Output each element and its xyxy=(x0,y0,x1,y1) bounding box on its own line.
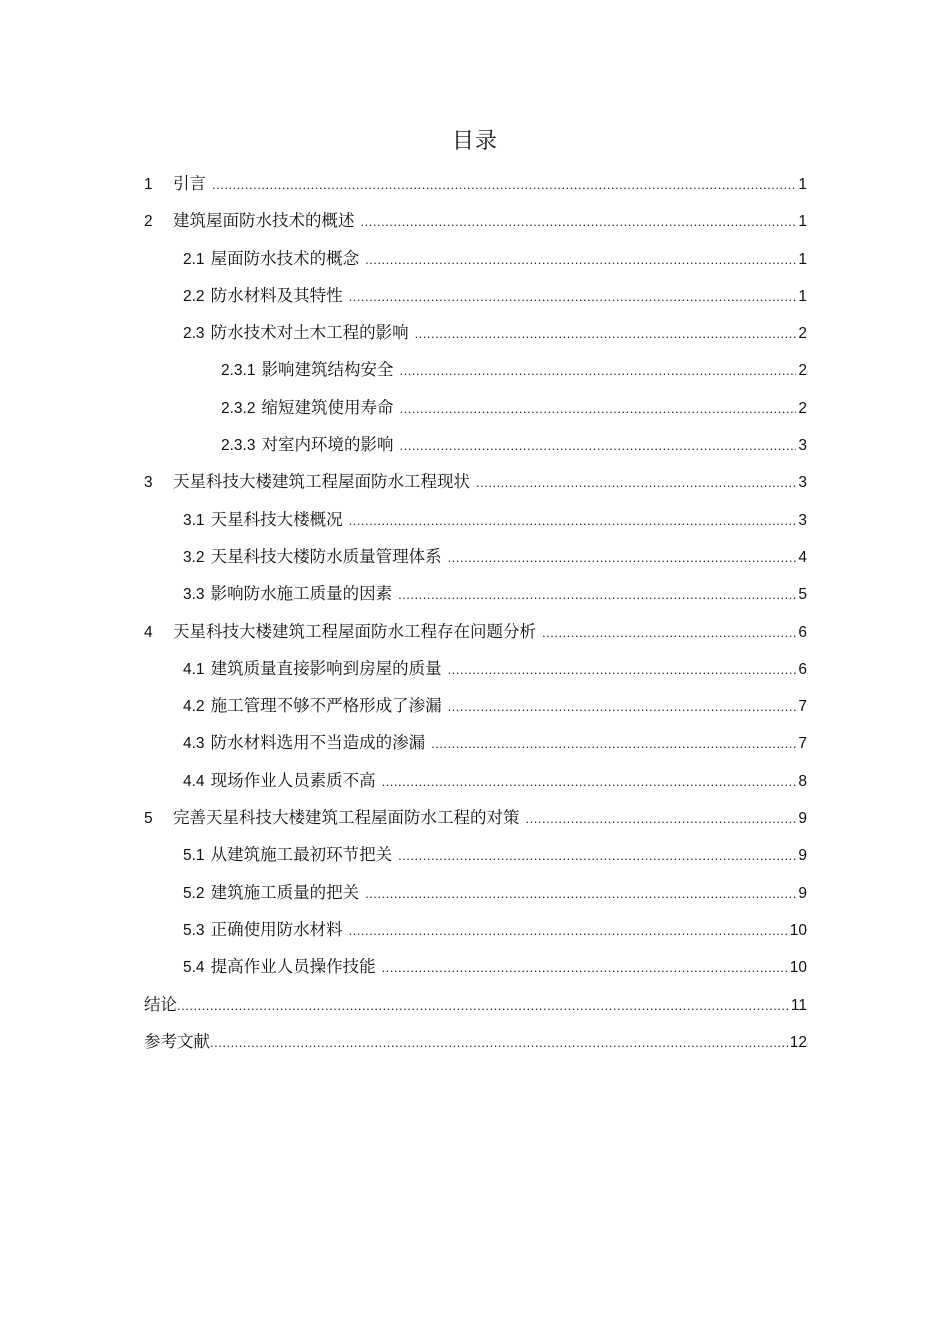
toc-dot-leader xyxy=(399,352,796,389)
toc-entry-title: 引言 xyxy=(173,174,206,193)
toc-entry[interactable] xyxy=(144,986,807,1023)
toc-page-number: 3 xyxy=(798,474,807,492)
toc-page-number: 1 xyxy=(798,176,807,193)
toc-dot-leader xyxy=(349,912,788,949)
toc-entry[interactable] xyxy=(144,799,807,836)
toc-entry-number: 4.4 xyxy=(183,772,205,790)
toc-entry-number: 2.1 xyxy=(183,250,205,268)
toc-entry[interactable] xyxy=(144,575,807,612)
toc-dot-leader xyxy=(399,390,796,427)
toc-entry-number: 2.2 xyxy=(183,287,205,305)
toc-entry[interactable] xyxy=(144,426,807,463)
toc-page-number: 7 xyxy=(798,735,807,753)
toc-entry-title: 天星科技大楼防水质量管理体系 xyxy=(210,546,442,566)
toc-dot-leader xyxy=(382,763,797,800)
toc-title: 目录 xyxy=(451,129,498,154)
toc-entry[interactable] xyxy=(144,538,807,575)
toc-dot-leader xyxy=(361,203,797,240)
toc-entry-title: 影响防水施工质量的因素 xyxy=(210,584,393,604)
toc-entry-title: 建筑施工质量的把关 xyxy=(210,882,360,902)
toc-entry[interactable] xyxy=(144,724,807,761)
toc-entry[interactable] xyxy=(144,874,807,911)
toc-entry[interactable] xyxy=(144,277,807,314)
toc-page-number: 4 xyxy=(798,548,807,566)
toc-dot-leader xyxy=(349,502,797,539)
toc-page-number: 9 xyxy=(798,810,807,828)
toc-entry[interactable] xyxy=(144,314,807,351)
toc-entry-number: 4.3 xyxy=(183,735,205,753)
toc-entry[interactable] xyxy=(144,687,807,724)
toc-entry[interactable] xyxy=(144,911,807,948)
toc-entry[interactable] xyxy=(144,836,807,873)
toc-dot-leader xyxy=(177,987,789,1024)
toc-dot-leader xyxy=(415,315,797,352)
toc-page-number: 6 xyxy=(798,660,807,678)
toc-entry-number: 1 xyxy=(144,176,153,193)
toc-page-number: 9 xyxy=(798,884,807,902)
toc-dot-leader xyxy=(365,241,796,278)
toc-dot-leader xyxy=(448,539,797,576)
toc-entry[interactable] xyxy=(144,501,807,538)
toc-entry-title: 防水材料及其特性 xyxy=(210,285,343,305)
toc-entry-title: 防水材料选用不当造成的渗漏 xyxy=(210,733,426,753)
toc-page-number: 2 xyxy=(798,399,807,417)
toc-entry-number: 2.3.3 xyxy=(221,437,256,455)
toc-entry[interactable] xyxy=(144,389,807,426)
toc-dot-leader xyxy=(210,1024,788,1061)
toc-page-number: 10 xyxy=(789,959,807,977)
toc-entry-number: 5.4 xyxy=(183,959,205,977)
toc-entry-number: 5 xyxy=(144,810,153,828)
toc-page-number: 3 xyxy=(798,511,807,529)
toc-dot-leader xyxy=(398,837,796,874)
toc-entry-number: 5.1 xyxy=(183,847,205,865)
toc-page-number: 1 xyxy=(798,213,807,231)
toc-dot-leader xyxy=(212,166,796,203)
toc-page-number: 5 xyxy=(798,586,807,604)
toc-page-number: 3 xyxy=(798,437,807,455)
toc-dot-leader xyxy=(431,725,796,762)
toc-entry[interactable] xyxy=(144,240,807,277)
toc-entry-title: 施工管理不够不严格形成了渗漏 xyxy=(210,696,442,716)
toc-entry-number: 4.1 xyxy=(183,660,205,678)
toc-dot-leader xyxy=(526,800,797,837)
toc-entry-number: 2 xyxy=(144,213,153,231)
toc-dot-leader xyxy=(349,278,797,315)
toc-entry-number: 3.2 xyxy=(183,548,205,566)
toc-page-number: 8 xyxy=(798,772,807,790)
toc-entry[interactable] xyxy=(144,165,807,202)
toc-dot-leader xyxy=(382,949,788,986)
toc-page-number: 1 xyxy=(798,287,807,305)
toc-dot-leader xyxy=(542,614,796,651)
toc-entry-number: 3.1 xyxy=(183,511,205,529)
toc-entry-title: 屋面防水技术的概念 xyxy=(210,248,360,268)
toc-entry-number: 5.2 xyxy=(183,884,205,902)
toc-entry-title: 结论 xyxy=(144,994,177,1014)
toc-entry[interactable] xyxy=(144,1023,807,1060)
toc-page-number: 6 xyxy=(798,623,807,641)
toc-entry-title: 影响建筑结构安全 xyxy=(261,360,394,380)
toc-entry-title: 防水技术对土木工程的影响 xyxy=(210,323,409,343)
toc-page-number: 7 xyxy=(798,698,807,716)
toc-dot-leader xyxy=(399,427,796,464)
toc-page-number: 9 xyxy=(798,847,807,865)
table-of-contents xyxy=(144,165,807,1060)
toc-entry-number: 3 xyxy=(144,474,153,492)
toc-entry-title: 对室内环境的影响 xyxy=(261,435,394,455)
toc-entry-number: 5.3 xyxy=(183,921,205,939)
toc-entry[interactable] xyxy=(144,948,807,985)
toc-dot-leader xyxy=(448,651,797,688)
toc-entry-number: 2.3 xyxy=(183,325,205,343)
toc-entry[interactable] xyxy=(144,463,807,500)
toc-entry-number: 4.2 xyxy=(183,698,205,716)
toc-entry-title: 缩短建筑使用寿命 xyxy=(261,397,394,417)
toc-entry[interactable] xyxy=(144,762,807,799)
toc-page-number: 2 xyxy=(798,325,807,343)
toc-entry-title: 建筑质量直接影响到房屋的质量 xyxy=(210,658,442,678)
toc-entry-title: 天星科技大楼建筑工程屋面防水工程存在问题分析 xyxy=(173,621,536,641)
toc-entry[interactable] xyxy=(144,613,807,650)
toc-entry-title: 正确使用防水材料 xyxy=(210,919,343,939)
toc-entry-title: 完善天星科技大楼建筑工程屋面防水工程的对策 xyxy=(173,808,520,828)
toc-entry-title: 提高作业人员操作技能 xyxy=(210,957,376,977)
toc-page-number: 1 xyxy=(798,250,807,268)
toc-page-number: 10 xyxy=(789,921,807,939)
toc-entry[interactable] xyxy=(144,351,807,388)
toc-dot-leader xyxy=(448,688,797,725)
toc-entry[interactable] xyxy=(144,650,807,687)
toc-dot-leader xyxy=(398,576,796,613)
toc-entry-number: 2.3.2 xyxy=(221,399,256,417)
toc-page-number: 11 xyxy=(790,996,807,1014)
toc-entry[interactable] xyxy=(144,202,807,239)
toc-entry-title: 天星科技大楼建筑工程屋面防水工程现状 xyxy=(173,472,470,492)
toc-entry-title: 天星科技大楼概况 xyxy=(210,509,343,529)
toc-entry-title: 建筑屋面防水技术的概述 xyxy=(173,211,355,231)
toc-dot-leader xyxy=(476,464,796,501)
toc-page-number: 2 xyxy=(798,362,807,380)
toc-entry-title: 从建筑施工最初环节把关 xyxy=(210,845,393,865)
toc-entry-title: 现场作业人员素质不高 xyxy=(210,770,376,790)
toc-page-number: 12 xyxy=(789,1033,807,1051)
toc-entry-number: 4 xyxy=(144,623,153,641)
toc-entry-title: 参考文献 xyxy=(144,1031,210,1051)
toc-dot-leader xyxy=(365,875,796,912)
toc-entry-number: 3.3 xyxy=(183,586,205,604)
toc-entry-number: 2.3.1 xyxy=(221,362,256,380)
